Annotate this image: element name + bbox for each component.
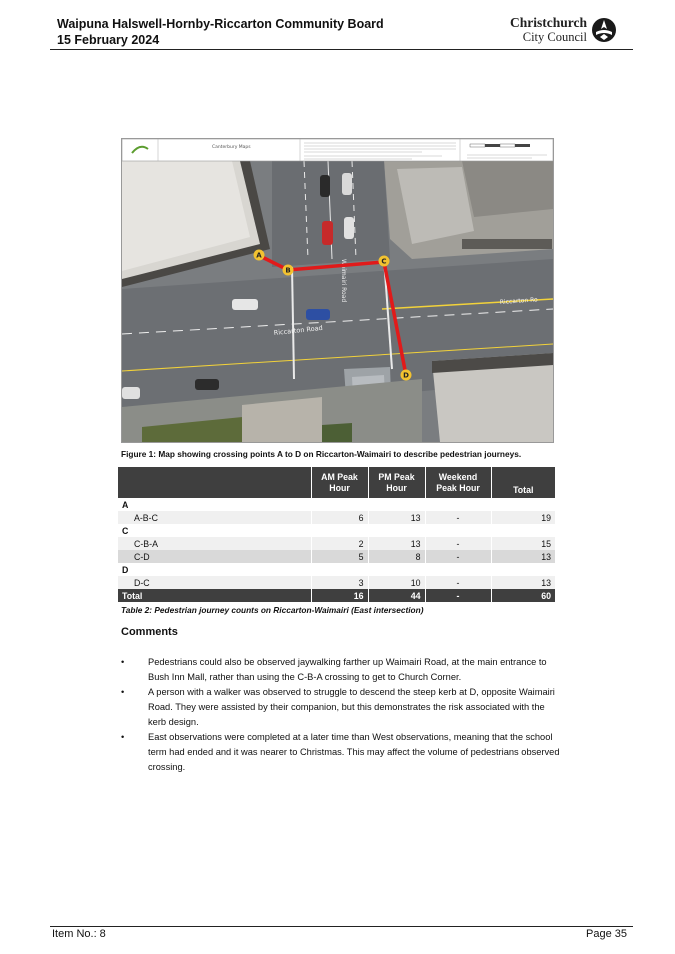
table-caption [121,605,423,615]
col-pm-peak: PM Peak Hour [368,467,425,498]
list-item: • East observations were completed at a later time than West observations, meaning that the school term had ended and it was nearer to Christmas. This may affect the volume of pedestrians observed crossing. [121,732,560,772]
header-rule [50,49,633,50]
footer-rule [50,926,633,927]
intersection-map [121,138,554,443]
table-group-row: A [118,498,555,511]
table-total-row: Total 16 44 - 60 [118,589,555,602]
figure-caption: Figure 1: Map showing crossing points A to D on Riccarton-Waimairi to describe pedestrian journeys. [121,449,522,459]
col-am-peak: AM Peak Hour [311,467,368,498]
list-item: • A person with a walker was observed to struggle to descend the steep kerb at D, opposite Waimairi Road. They were assisted by their companion, but this demonstrates the risk associated with the kerb design. [121,687,555,727]
crossing-point-d [401,370,412,381]
board-name: Waipuna Halswell-Hornby-Riccarton Community Board [57,17,384,31]
table-header-blank [118,467,311,498]
item-number: Item No.: 8 [52,928,106,940]
svg-text:D: D [403,371,409,380]
table-header-row [118,467,555,498]
col-weekend-peak: Weekend Peak Hour [425,467,491,498]
crossing-point-a [254,250,265,261]
street-label-waimairi: Waimairi Road [340,259,347,303]
council-logo [509,15,617,45]
table-caption-text: Pedestrian journey counts on Riccarton-Waimairi (East intersection) [154,605,424,615]
table-row: D-C 3 10 - 13 [118,576,555,589]
street-label-riccarton: Riccarton Road [273,323,324,337]
cathedral-icon [591,17,617,43]
table-group-row: D [118,563,555,576]
bullet-icon: • [121,732,125,742]
bullet-icon: • [121,687,125,697]
table-row: C-B-A 2 13 - 15 [118,537,555,550]
crossing-point-c [379,256,390,267]
map-header-label: Canterbury Maps [212,145,251,150]
meeting-date: 15 February 2024 [57,33,160,47]
page-number: Page 35 [586,928,627,940]
bullet-icon: • [121,657,125,667]
table-row: A-B-C 6 13 - 19 [118,511,555,524]
svg-text:A: A [256,251,262,260]
board-title [57,16,384,48]
crossing-point-b [283,265,294,276]
col-total: Total [491,467,555,498]
comments-heading: Comments [121,626,178,638]
svg-text:C: C [381,257,387,266]
pedestrian-counts-table [118,467,555,602]
table-row: C-D 5 8 - 13 [118,550,555,563]
table-group-row: C [118,524,555,537]
comments-list [121,655,561,775]
table-caption-number: Table 2: [121,605,153,615]
logo-line2: City Council [522,30,587,44]
logo-line1: Christchurch [509,15,587,30]
list-item: • Pedestrians could also be observed jaywalking farther up Waimairi Road, at the main entrance to Bush Inn Mall, rather than using the C-B-A crossing to get to Church Corner. [121,657,547,682]
svg-text:B: B [285,266,291,275]
street-label-riccarton-east: Riccarton Ro [499,296,538,306]
